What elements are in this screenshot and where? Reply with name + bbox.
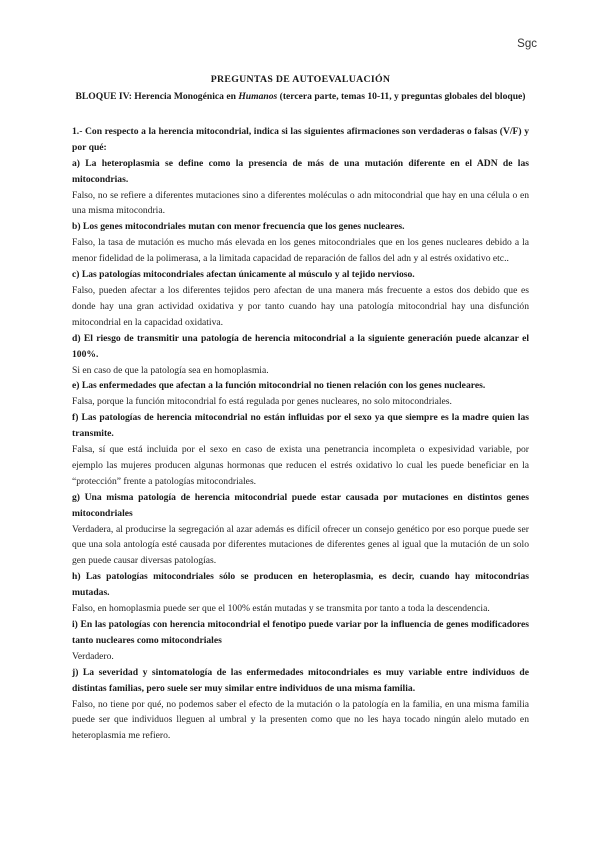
subtitle-part1: BLOQUE IV: Herencia Monogénica en bbox=[75, 90, 239, 102]
subtitle-italic: Humanos bbox=[238, 90, 278, 102]
question-f: f) Las patologías de herencia mitocondrial no están influidas por el sexo ya que siempre es la madre quien las transmite. bbox=[72, 412, 529, 440]
answer-j: Falso, no tiene por qué, no podemos saber el efecto de la mutación o la patología en la familia, en una misma familia puede ser que individuos lleguen al umbral y la presenten como que no les haya tocado ningún alelo mutado en heteroplasmia me refiero. bbox=[72, 698, 529, 742]
answer-e: Falsa, porque la función mitocondrial fo está regulada por genes nucleares, no solo mitocondriales. bbox=[72, 396, 452, 408]
question-intro: 1.- Con respecto a la herencia mitocondrial, indica si las siguientes afirmaciones son verdaderas o falsas (V/F) y por qué: bbox=[72, 125, 529, 153]
question-j: j) La severidad y sintomatología de las enfermedades mitocondriales es muy variable entre individuos de distintas familias, pero suele ser muy similar entre individuos de una misma familia. bbox=[72, 666, 529, 694]
question-a: a) La heteroplasmia se define como la presencia de más de una mutación diferente en el ADN de las mitocondrias. bbox=[72, 157, 529, 185]
question-e: e) Las enfermedades que afectan a la función mitocondrial no tienen relación con los genes nucleares. bbox=[72, 380, 486, 392]
document-subtitle bbox=[72, 90, 529, 104]
document-body bbox=[72, 72, 529, 744]
header-mark: Sgc bbox=[517, 38, 537, 50]
question-c: c) Las patologías mitocondriales afectan únicamente al músculo y al tejido nervioso. bbox=[72, 269, 415, 281]
answer-h: Falso, en homoplasmia puede ser que el 100% están mutadas y se transmita por tanto a toda la descendencia. bbox=[72, 603, 490, 615]
question-h: h) Las patologías mitocondriales sólo se producen en heteroplasmia, es decir, cuando hay mitocondrias mutadas. bbox=[72, 571, 529, 599]
answer-g: Verdadera, al producirse la segregación al azar además es difícil ofrecer un consejo genético por eso porque puede ser que una sola antología esté causada por diferentes mutaciones de diferentes genes al igual que la mutación de un solo gen puede causar diversas patologías. bbox=[72, 523, 529, 567]
answer-c: Falso, pueden afectar a los diferentes tejidos pero afectan de una manera más frecuente a estos dos debido que es donde hay una gran actividad oxidativa y por tanto cuando hay una patología mitocondrial hay una disfunción mitocondrial en la capacidad oxidativa. bbox=[72, 284, 529, 328]
answer-i: Verdadero. bbox=[72, 650, 114, 662]
answer-d: Si en caso de que la patología sea en homoplasmia. bbox=[72, 364, 269, 376]
question-i: i) En las patologías con herencia mitocondrial el fenotipo puede variar por la influencia de genes modificadores tanto nucleares como mitocondriales bbox=[72, 619, 529, 646]
answer-b: Falso, la tasa de mutación es mucho más elevada en los genes mitocondriales que en los genes nucleares debido a la menor fidelidad de la polimerasa, a la limitada capacidad de reparación de fallos del adn y al estrés oxidativo etc.. bbox=[72, 237, 529, 265]
subtitle-part2: (tercera parte, temas 10-11, y preguntas globales del bloque) bbox=[277, 90, 526, 102]
document-title: PREGUNTAS DE AUTOEVALUACIÓN bbox=[210, 74, 391, 85]
answer-a: Falso, no se refiere a diferentes mutaciones sino a diferentes moléculas o adn mitocondrial que hay en una célula o en una misma mitocondria. bbox=[72, 189, 529, 217]
answer-f: Falsa, sí que está incluida por el sexo en caso de exista una penetrancia incompleta o expesividad variable, por ejemplo las mujeres producen algunas hormonas que reducen el estrés oxidativo lo cual les puede beneficiar en la “protección” frente a patologías mitocondriales. bbox=[72, 444, 529, 487]
question-b: b) Los genes mitocondriales mutan con menor frecuencia que los genes nucleares. bbox=[72, 221, 405, 233]
question-d: d) El riesgo de transmitir una patología de herencia mitocondrial a la siguiente generación puede alcanzar el 100%. bbox=[72, 332, 529, 360]
question-g: g) Una misma patología de herencia mitocondrial puede estar causada por mutaciones en distintos genes mitocondriales bbox=[72, 491, 529, 519]
